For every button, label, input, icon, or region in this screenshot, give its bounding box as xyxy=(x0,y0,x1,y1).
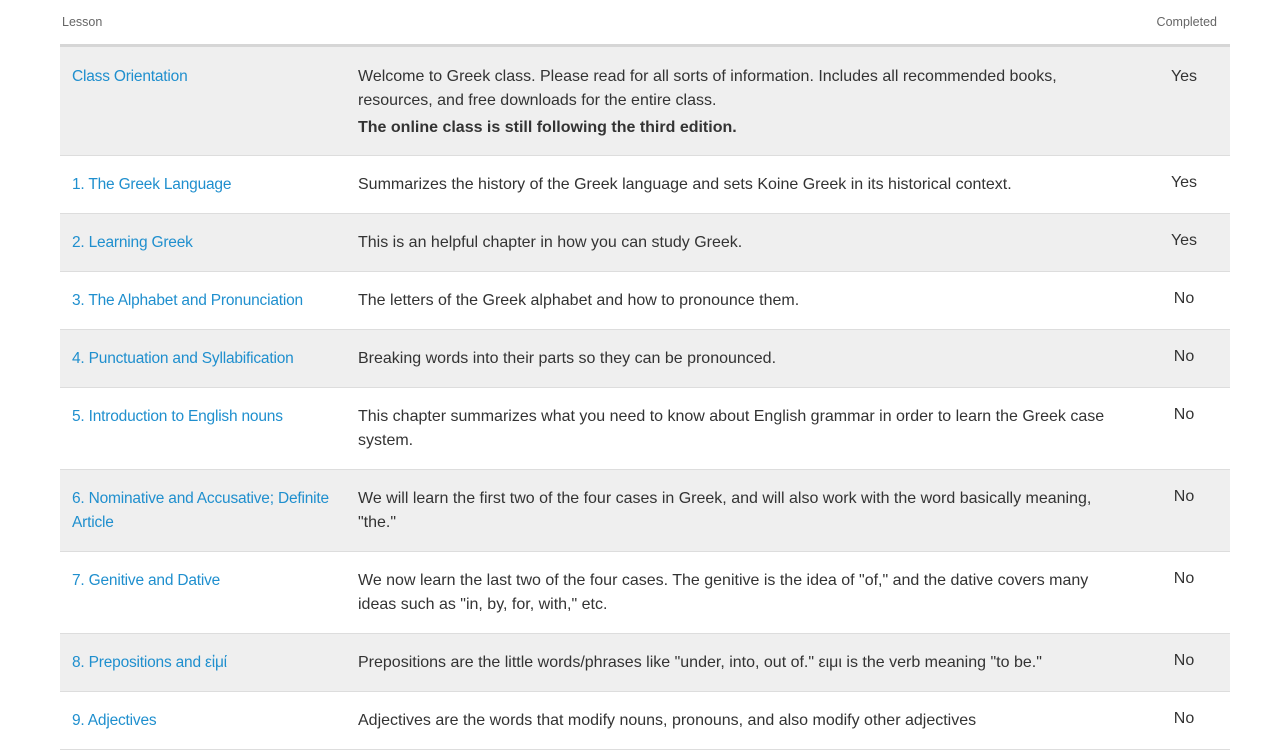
table-row xyxy=(60,552,1230,634)
lesson-description: Welcome to Greek class. Please read for all sorts of information. Includes all recommended books, resources, and free downloads for the entire class. xyxy=(358,68,1057,109)
lesson-description: Breaking words into their parts so they can be pronounced. xyxy=(353,330,1146,388)
lesson-link-adjectives[interactable]: 9. Adjectives xyxy=(72,712,157,729)
lesson-description: Summarizes the history of the Greek language and sets Koine Greek in its historical context. xyxy=(353,156,1146,214)
completed-status: Yes xyxy=(1146,214,1230,272)
completed-status: No xyxy=(1146,272,1230,330)
completed-column-header: Completed xyxy=(1146,0,1230,46)
completed-status: No xyxy=(1146,634,1230,692)
lesson-cell xyxy=(60,552,353,634)
completed-status: Yes xyxy=(1146,156,1230,214)
lessons-table xyxy=(60,0,1230,750)
table-row xyxy=(60,156,1230,214)
lesson-link-alphabet[interactable]: 3. The Alphabet and Pronunciation xyxy=(72,292,303,309)
description-column-header xyxy=(353,0,1146,46)
lessons-table-container xyxy=(60,0,1230,750)
description-cell xyxy=(353,46,1146,156)
lesson-column-header: Lesson xyxy=(60,0,353,46)
table-row xyxy=(60,388,1230,470)
lesson-description: We now learn the last two of the four cases. The genitive is the idea of "of," and the dative covers many ideas such as "in, by, for, with," etc. xyxy=(353,552,1146,634)
completed-status: No xyxy=(1146,388,1230,470)
lesson-link-genitive-dative[interactable]: 7. Genitive and Dative xyxy=(72,572,221,589)
lesson-description: Adjectives are the words that modify nouns, pronouns, and also modify other adjectives xyxy=(353,692,1146,750)
lesson-cell xyxy=(60,156,353,214)
lesson-link-prepositions[interactable]: 8. Prepositions and εἰμί xyxy=(72,654,227,671)
table-row xyxy=(60,330,1230,388)
lesson-description: The letters of the Greek alphabet and how to pronounce them. xyxy=(353,272,1146,330)
lesson-cell xyxy=(60,692,353,750)
lesson-cell xyxy=(60,330,353,388)
lesson-cell xyxy=(60,214,353,272)
lesson-description: This chapter summarizes what you need to know about English grammar in order to learn the Greek case system. xyxy=(353,388,1146,470)
lesson-link-punctuation[interactable]: 4. Punctuation and Syllabification xyxy=(72,350,294,367)
lesson-description: We will learn the first two of the four cases in Greek, and will also work with the word basically meaning, "the." xyxy=(353,470,1146,552)
lesson-description: This is an helpful chapter in how you can study Greek. xyxy=(353,214,1146,272)
completed-status: Yes xyxy=(1146,46,1230,156)
lesson-link-greek-language[interactable]: 1. The Greek Language xyxy=(72,176,232,193)
lesson-cell xyxy=(60,46,353,156)
lesson-link-nominative-accusative[interactable]: 6. Nominative and Accusative; Definite Article xyxy=(72,490,329,531)
lesson-link-english-nouns[interactable]: 5. Introduction to English nouns xyxy=(72,408,283,425)
table-header xyxy=(60,0,1230,46)
completed-status: No xyxy=(1146,330,1230,388)
lesson-link-class-orientation[interactable]: Class Orientation xyxy=(72,68,188,85)
completed-status: No xyxy=(1146,552,1230,634)
lesson-cell xyxy=(60,634,353,692)
table-row xyxy=(60,634,1230,692)
table-row xyxy=(60,214,1230,272)
table-body xyxy=(60,46,1230,750)
lesson-link-learning-greek[interactable]: 2. Learning Greek xyxy=(72,234,193,251)
table-row xyxy=(60,470,1230,552)
lesson-cell xyxy=(60,388,353,470)
completed-status: No xyxy=(1146,692,1230,750)
table-row xyxy=(60,46,1230,156)
table-row xyxy=(60,692,1230,750)
table-row xyxy=(60,272,1230,330)
completed-status: No xyxy=(1146,470,1230,552)
lesson-cell xyxy=(60,470,353,552)
edition-note: The online class is still following the third edition. xyxy=(358,119,737,136)
lesson-description: Prepositions are the little words/phrases like "under, into, out of." ειμι is the verb meaning "to be." xyxy=(353,634,1146,692)
lesson-cell xyxy=(60,272,353,330)
header-row xyxy=(60,0,1230,46)
